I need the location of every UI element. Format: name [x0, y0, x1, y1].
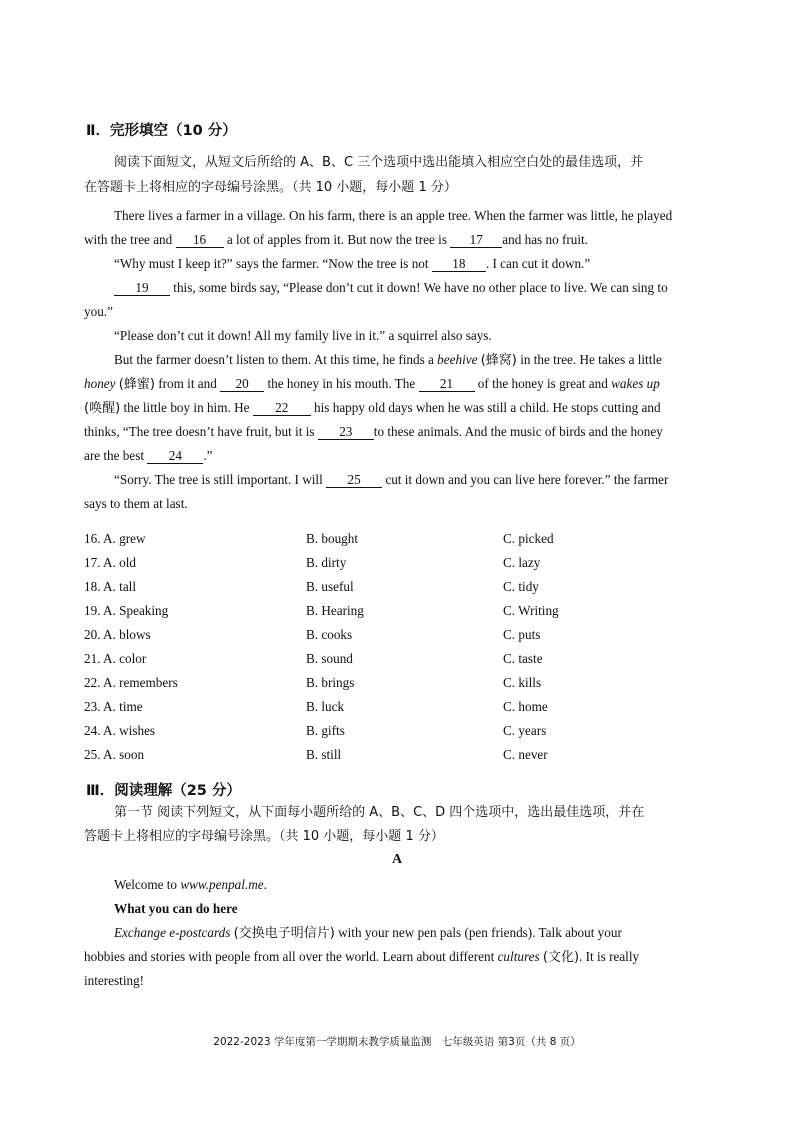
option-b: B. brings	[306, 675, 355, 690]
text: his happy old days when he was still a child. He stops cutting and	[314, 400, 661, 415]
website-url: www.penpal.me	[180, 877, 264, 892]
passage-line	[114, 256, 590, 272]
section-3-instruction-cont: 答题卡上将相应的字母编号涂黑。（共 10 小题，每小题 1 分）	[84, 829, 444, 844]
text: (文化)	[542, 950, 580, 965]
passage-line: “Please don’t cut it down! All my family live in it.” a squirrel also says.	[114, 328, 492, 343]
option-a: 17. A. old	[84, 555, 137, 570]
option-b: B. useful	[306, 579, 354, 594]
option-a: 23. A. time	[84, 699, 143, 714]
passage-line: There lives a farmer in a village. On his farm, there is an apple tree. When the farmer was little, he played	[114, 208, 673, 223]
option-c: C. tidy	[503, 579, 539, 594]
section-2-title: Ⅱ．完形填空（10 分）	[86, 123, 237, 139]
option-row	[84, 627, 724, 647]
section-3-title: Ⅲ．阅读理解（25 分）	[86, 783, 241, 799]
text: . It is really	[579, 949, 640, 964]
blank-17: 17	[450, 233, 502, 248]
passage-line	[84, 949, 639, 966]
passage-line: interesting!	[84, 973, 145, 988]
blank-22: 22	[253, 401, 311, 416]
blank-18: 18	[432, 257, 486, 272]
text: of the honey is great and	[477, 376, 608, 391]
text: (蜂窝)	[480, 353, 517, 368]
option-b: B. dirty	[306, 555, 347, 570]
text: hobbies and stories with people from all over the world. Learn about different	[84, 949, 495, 964]
option-c: C. taste	[503, 651, 543, 666]
passage-line	[114, 280, 668, 296]
text: the honey in his mouth. The	[267, 376, 416, 391]
blank-16: 16	[176, 233, 224, 248]
blank-21: 21	[419, 377, 475, 392]
option-a: 18. A. tall	[84, 579, 137, 594]
text: this, some birds say, “Please don’t cut it down! We have no other place to live. We can sing to	[173, 280, 668, 295]
passage-line: says to them at last.	[84, 496, 188, 511]
passage-line	[114, 877, 267, 893]
blank-23: 23	[318, 425, 374, 440]
page-footer: 2022-2023 学年度第一学期期末教学质量监测 七年级英语 第3页（共 8 页）	[213, 1036, 581, 1048]
passage-line	[114, 925, 622, 942]
text: (交换电子明信片)	[233, 926, 335, 941]
subheading	[114, 901, 238, 917]
option-a: 20. A. blows	[84, 627, 151, 642]
option-row	[84, 747, 724, 767]
text: wakes up	[611, 376, 660, 391]
passage-line	[84, 424, 663, 440]
text: and has no fruit.	[502, 232, 588, 247]
option-b: B. sound	[306, 651, 353, 666]
blank-25: 25	[326, 473, 382, 488]
passage-line	[84, 448, 213, 464]
text: cultures	[497, 949, 540, 964]
text: (蜂蜜)	[118, 377, 155, 392]
option-a: 16. A. grew	[84, 531, 146, 546]
text: Exchange e-postcards	[114, 925, 231, 940]
section-2-instruction: 阅读下面短文，从短文后所给的 A、B、C 三个选项中选出能填入相应空白处的最佳选项，并	[114, 155, 644, 170]
option-row	[84, 531, 724, 551]
text: “Sorry. The tree is still important. I will	[114, 472, 323, 487]
option-b: B. luck	[306, 699, 345, 714]
text: .	[263, 877, 267, 892]
option-c: C. years	[503, 723, 547, 738]
text: in the tree. He takes a little	[520, 352, 662, 367]
passage-line	[114, 472, 668, 488]
text: “Why must I keep it?” says the farmer. “Now the tree is not	[114, 256, 429, 271]
section-3-instruction: 第一节 阅读下列短文，从下面每小题所给的 A、B、C、D 四个选项中，选出最佳选项，并在	[114, 805, 645, 820]
option-a: 22. A. remembers	[84, 675, 178, 690]
text: thinks, “The tree doesn’t have fruit, but it is	[84, 424, 315, 439]
blank-19: 19	[114, 281, 170, 296]
text: to these animals. And the music of birds and the honey	[373, 424, 663, 439]
option-c: C. picked	[503, 531, 554, 546]
option-row	[84, 555, 724, 575]
option-row	[84, 651, 724, 671]
passage-line	[84, 232, 588, 248]
option-row	[84, 603, 724, 623]
option-b: B. gifts	[306, 723, 345, 738]
passage-line	[84, 376, 660, 393]
option-row	[84, 723, 724, 743]
text: honey	[84, 376, 116, 391]
option-c: C. kills	[503, 675, 542, 690]
text: cut it down and you can live here forever.” the farmer	[385, 472, 669, 487]
option-c: C. puts	[503, 627, 541, 642]
option-a: 25. A. soon	[84, 747, 145, 762]
option-a: 24. A. wishes	[84, 723, 156, 738]
option-row	[84, 579, 724, 599]
text: from it and	[158, 376, 217, 391]
text: a lot of apples from it. But now the tree is	[226, 232, 447, 247]
text: But the farmer doesn’t listen to them. At this time, he finds a	[114, 352, 434, 367]
text: What you can do here	[114, 901, 238, 916]
text: .”	[203, 448, 213, 463]
passage-line: you.”	[84, 304, 113, 319]
option-row	[84, 675, 724, 695]
option-row	[84, 699, 724, 719]
option-c: C. never	[503, 747, 548, 762]
text: the little boy in him. He	[123, 400, 250, 415]
text: beehive	[437, 352, 478, 367]
blank-24: 24	[147, 449, 203, 464]
passage-line	[84, 400, 661, 417]
option-a: 21. A. color	[84, 651, 147, 666]
passage-label: A	[391, 852, 403, 867]
option-a: 19. A. Speaking	[84, 603, 169, 618]
text: with your new pen pals (pen friends). Talk about your	[338, 925, 622, 940]
text: . I can cut it down.”	[485, 256, 591, 271]
blank-20: 20	[220, 377, 264, 392]
option-c: C. home	[503, 699, 548, 714]
option-c: C. lazy	[503, 555, 541, 570]
text: Welcome to	[114, 877, 178, 892]
option-b: B. cooks	[306, 627, 353, 642]
text: are the best	[84, 448, 145, 463]
option-b: B. bought	[306, 531, 359, 546]
text: with the tree and	[84, 232, 173, 247]
option-b: B. Hearing	[306, 603, 364, 618]
text: (唤醒)	[84, 401, 121, 416]
passage-line	[114, 352, 662, 369]
option-c: C. Writing	[503, 603, 559, 618]
option-b: B. still	[306, 747, 342, 762]
section-2-instruction-cont: 在答题卡上将相应的字母编号涂黑。（共 10 小题，每小题 1 分）	[84, 180, 457, 195]
